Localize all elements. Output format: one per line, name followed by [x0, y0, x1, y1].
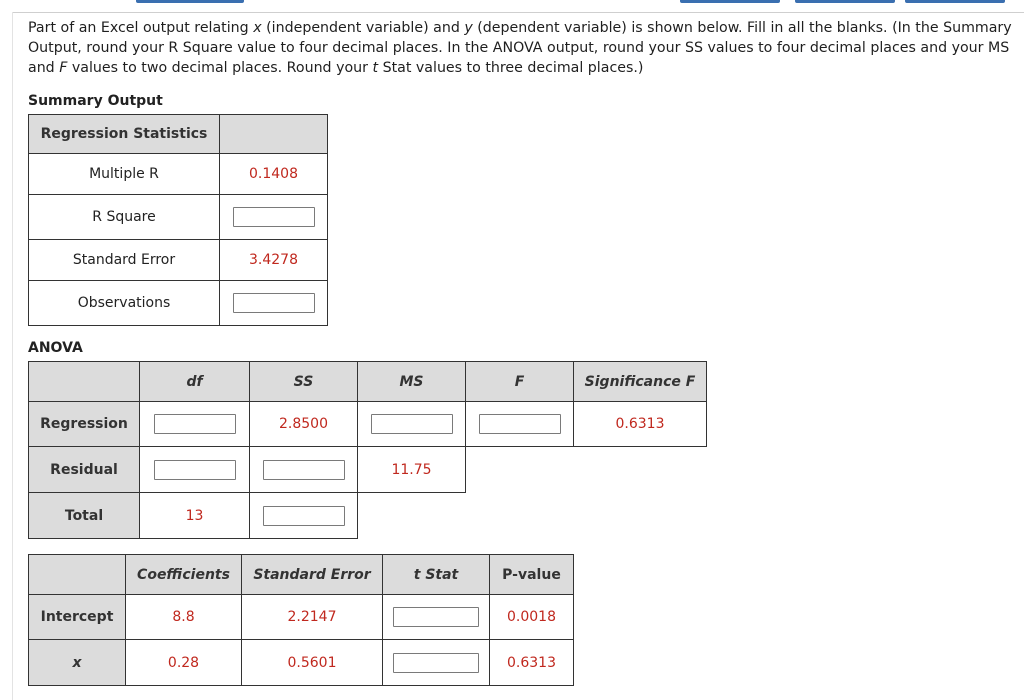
residual-ss-cell [250, 447, 358, 493]
residual-ss-input[interactable] [263, 460, 345, 480]
regression-label: Regression [29, 402, 140, 447]
regression-statistics-header: Regression Statistics [29, 115, 220, 154]
regression-df-input[interactable] [154, 414, 236, 434]
coefficients-corner-cell [29, 555, 126, 595]
anova-df-header: df [140, 362, 250, 402]
multiple-r-label: Multiple R [29, 154, 220, 195]
r-square-cell [220, 195, 328, 240]
regression-significance-f-value: 0.6313 [574, 402, 707, 447]
x-label: x [29, 640, 126, 686]
regression-f-cell [466, 402, 574, 447]
intercept-label: Intercept [29, 595, 126, 640]
t-stat-header: t Stat [383, 555, 490, 595]
nav-tab-2[interactable] [680, 0, 780, 3]
multiple-r-value: 0.1408 [220, 154, 328, 195]
x-t-stat-input[interactable] [393, 653, 479, 673]
standard-error-header: Standard Error [242, 555, 383, 595]
regression-df-cell [140, 402, 250, 447]
x-coefficient-value: 0.28 [126, 640, 242, 686]
regression-f-input[interactable] [479, 414, 561, 434]
regression-statistics-header-blank [220, 115, 328, 154]
anova-ms-header: MS [358, 362, 466, 402]
anova-f-header: F [466, 362, 574, 402]
total-ss-cell [250, 493, 358, 539]
x-p-value: 0.6313 [490, 640, 574, 686]
regression-ss-value: 2.8500 [250, 402, 358, 447]
anova-significance-f-header: Significance F [574, 362, 707, 402]
anova-table [28, 361, 707, 539]
nav-tab-1[interactable] [136, 0, 244, 3]
total-ss-input[interactable] [263, 506, 345, 526]
summary-output-heading: Summary Output [28, 93, 163, 109]
regression-ms-input[interactable] [371, 414, 453, 434]
coefficients-table [28, 554, 574, 686]
nav-tab-3[interactable] [795, 0, 895, 3]
residual-df-input[interactable] [154, 460, 236, 480]
top-divider [12, 12, 1024, 13]
observations-input[interactable] [233, 293, 315, 313]
x-t-stat-cell [383, 640, 490, 686]
x-standard-error-value: 0.5601 [242, 640, 383, 686]
p-value-header: P-value [490, 555, 574, 595]
intercept-t-stat-input[interactable] [393, 607, 479, 627]
residual-df-cell [140, 447, 250, 493]
left-divider [12, 12, 13, 700]
intercept-standard-error-value: 2.2147 [242, 595, 383, 640]
anova-corner-cell [29, 362, 140, 402]
coefficients-header: Coefficients [126, 555, 242, 595]
nav-tab-4[interactable] [905, 0, 1005, 3]
observations-label: Observations [29, 281, 220, 326]
regression-statistics-table [28, 114, 328, 326]
intercept-t-stat-cell [383, 595, 490, 640]
regression-ms-cell [358, 402, 466, 447]
standard-error-label: Standard Error [29, 240, 220, 281]
r-square-label: R Square [29, 195, 220, 240]
total-df-value: 13 [140, 493, 250, 539]
residual-label: Residual [29, 447, 140, 493]
intercept-coefficient-value: 8.8 [126, 595, 242, 640]
residual-ms-value: 11.75 [358, 447, 466, 493]
anova-ss-header: SS [250, 362, 358, 402]
observations-cell [220, 281, 328, 326]
anova-heading: ANOVA [28, 340, 83, 356]
r-square-input[interactable] [233, 207, 315, 227]
standard-error-value: 3.4278 [220, 240, 328, 281]
question-text: Part of an Excel output relating x (independent variable) and y (dependent variable) is shown below. Fill in all the blanks. (In the Summary Output, round your R Square value to four decimal places. In the ANOVA output, round your SS values to four decimal places and your MS and F values to two decimal places. Round your t Stat values to three decimal places.) [28, 20, 1012, 76]
total-label: Total [29, 493, 140, 539]
intercept-p-value: 0.0018 [490, 595, 574, 640]
